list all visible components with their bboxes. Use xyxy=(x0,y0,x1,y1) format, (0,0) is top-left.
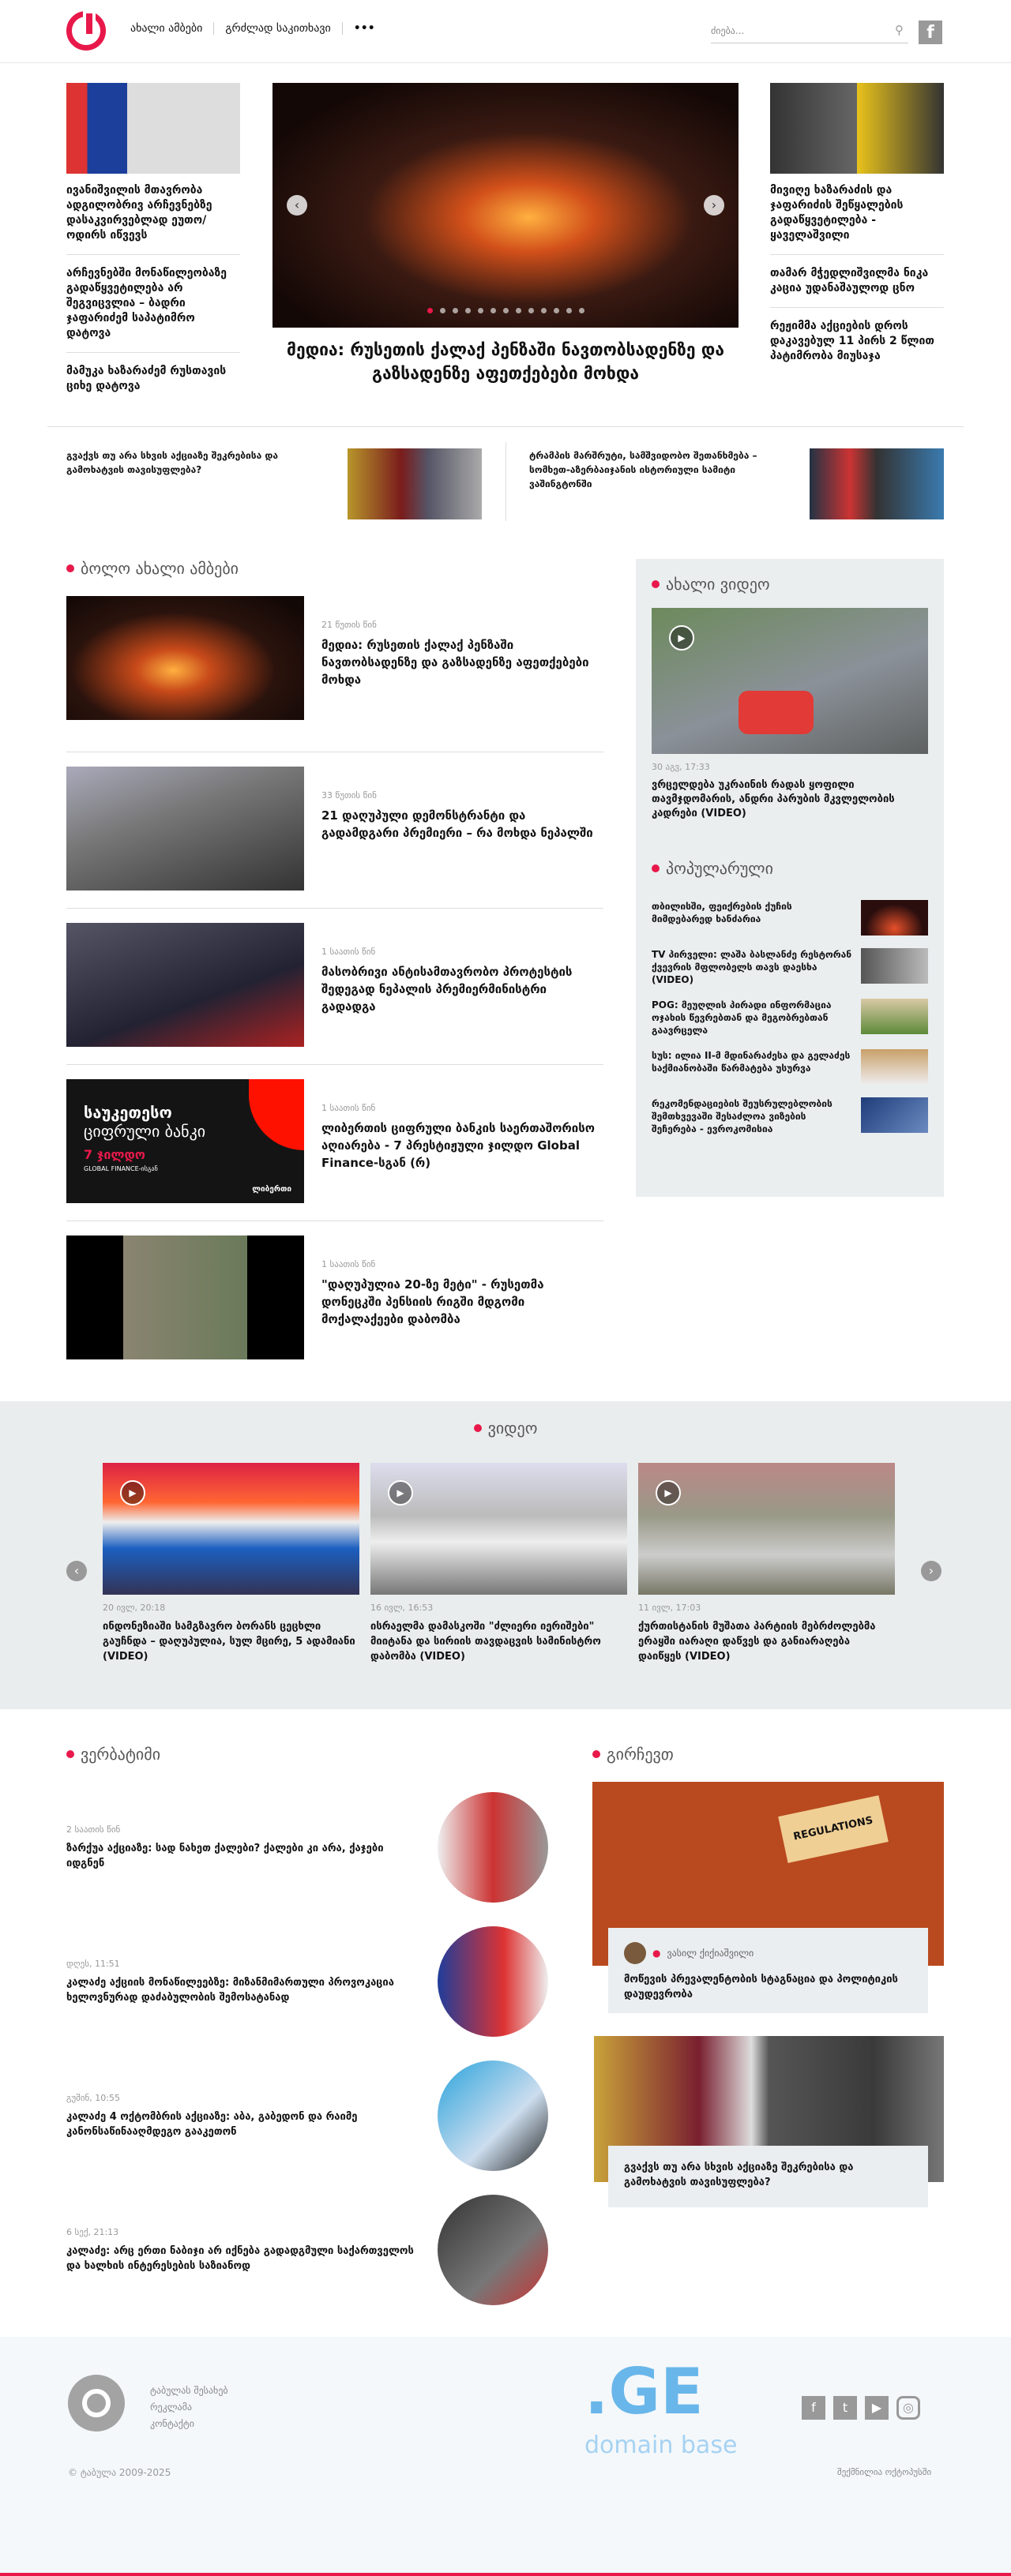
promo-image[interactable] xyxy=(348,448,482,519)
verbatim-list xyxy=(66,1780,548,2317)
nav-longreads[interactable]: გრძლად საკითხავი xyxy=(225,22,331,35)
twitter-icon[interactable]: t xyxy=(833,2396,857,2420)
main-headline[interactable]: მედია: რუსეთის ქალაქ პენზაში ნავთობსადენზე და გაზსადენზე აფეთქებები მოხდა xyxy=(287,340,724,383)
video-item[interactable] xyxy=(103,1463,359,1664)
section-title-picks: გირჩევთ xyxy=(592,1745,674,1764)
popular-thumbnail[interactable] xyxy=(861,900,928,936)
popular-thumbnail[interactable] xyxy=(861,948,928,984)
facebook-icon[interactable]: f xyxy=(802,2396,825,2420)
footer-links xyxy=(150,2383,228,2432)
video-title[interactable]: ქურთისტანის მუშათა პარტიის მებრძოლებმა ერაყში იარაღი დაწვეს და განიარაღება დაიწყეს (VIDEO) xyxy=(638,1621,876,1663)
author-name[interactable]: ვასილ ქიქიაშვილი xyxy=(667,1948,754,1959)
divider xyxy=(342,22,343,35)
video-time: 20 ივლ, 20:18 xyxy=(103,1603,166,1613)
ad-text: 7 ჯილდო xyxy=(84,1147,145,1162)
header xyxy=(0,0,1011,63)
slider-dot[interactable] xyxy=(490,308,496,313)
slider-dot[interactable] xyxy=(528,308,534,313)
popular-title[interactable]: თბილისში, ფეიქრების ქუჩის მიმდებარედ ხანძარია xyxy=(652,901,792,924)
article-time: 1 საათის წინ xyxy=(321,1103,376,1113)
article-title[interactable]: ლიბერთის ციფრული ბანკის საერთაშორისო აღიარება - 7 პრესტიჟული ჯილდო Global Finance-სგან (რ) xyxy=(321,1121,595,1170)
speaker-photo[interactable] xyxy=(438,2195,548,2305)
popular-item[interactable] xyxy=(652,900,928,936)
article-image[interactable] xyxy=(66,83,240,174)
ad-text: ციფრული ბანკი xyxy=(84,1122,206,1141)
verbatim-time: 2 საათის წინ xyxy=(66,1824,121,1835)
promo-image[interactable] xyxy=(810,448,944,519)
verbatim-item[interactable] xyxy=(66,2049,548,2183)
latest-news-list xyxy=(66,596,603,1378)
slider-dot[interactable] xyxy=(566,308,572,313)
divider xyxy=(66,352,240,353)
main-slider[interactable] xyxy=(272,83,739,328)
slider-dot[interactable] xyxy=(427,308,433,313)
article-image[interactable] xyxy=(770,83,944,174)
copyright: © ტაბულა 2009-2025 xyxy=(68,2467,171,2478)
article-title[interactable]: თამარ მჭედლიშვილმა ნიკა კაცია უდანაშაულოდ ცნო xyxy=(770,267,929,294)
video-thumbnail[interactable] xyxy=(652,608,928,754)
article-title[interactable]: რეჟიმმა აქციების დროს დაკავებულ 11 პირს 2 წლით პატიმრობა მიუსაჯა xyxy=(770,320,934,362)
promo-title[interactable]: გვაქვს თუ არა სხვის აქციაზე შეკრებისა და გამოხატვის თავისუფლება? xyxy=(66,450,279,475)
ad-text: GLOBAL FINANCE-ისგან xyxy=(84,1165,158,1172)
play-icon[interactable]: ▶ xyxy=(388,1480,413,1505)
video-list xyxy=(103,1463,908,1664)
section-title-new-video: ახალი ვიდეო xyxy=(652,575,944,594)
article-image[interactable] xyxy=(66,1236,304,1359)
ad-brand: ლიბერთი xyxy=(252,1185,291,1194)
divider xyxy=(66,254,240,255)
footer xyxy=(0,2337,1011,2576)
car-shape xyxy=(739,691,814,734)
nav-news[interactable]: ახალი ამბები xyxy=(130,22,203,35)
slider-dot[interactable] xyxy=(554,308,559,313)
instagram-icon[interactable]: ◎ xyxy=(896,2396,920,2420)
video-next-button[interactable]: › xyxy=(921,1561,941,1581)
verbatim-title[interactable]: კალაძე აქციის მონაწილეებზე: მიზანმიმართული პროვოკაცია ხელოვნურად დაძაბულობის შემოსატანად xyxy=(66,1976,394,2004)
popular-item[interactable] xyxy=(652,1097,928,1135)
video-title[interactable]: ინდონეზიაში სამგზავრო ბორანს ცეცხლი გაუჩნდა – დაღუპულია, სულ მცირე, 5 ადამიანი (VIDEO) xyxy=(103,1621,355,1663)
divider xyxy=(47,426,964,427)
slider-dots xyxy=(272,308,739,313)
slider-dot[interactable] xyxy=(579,308,584,313)
latest-news-item[interactable] xyxy=(66,1221,603,1378)
slider-next-button[interactable]: › xyxy=(704,195,724,216)
video-thumbnail[interactable] xyxy=(638,1463,895,1595)
video-prev-button[interactable]: ‹ xyxy=(66,1561,87,1581)
slider-dot[interactable] xyxy=(478,308,483,313)
pick-card[interactable] xyxy=(608,1928,928,2013)
pick-title[interactable]: გვაქვს თუ არა სხვის აქციაზე შეკრებისა და გამოხატვის თავისუფლება? xyxy=(624,2162,854,2188)
popular-item[interactable] xyxy=(652,1049,928,1085)
divider xyxy=(770,307,944,308)
domain-watermark: .GE xyxy=(584,2355,704,2428)
promo-title[interactable]: ტრამპის მარშრუტი, სამშვიდობო შეთანხმება – სომხეთ-აზერბაიჯანის ისტორიული სამიტი ვაშინგტონში xyxy=(529,450,757,489)
latest-news-item[interactable] xyxy=(66,909,603,1065)
tabula-logo[interactable] xyxy=(66,11,106,51)
pick-card[interactable] xyxy=(608,2146,928,2207)
latest-news-item[interactable] xyxy=(66,752,603,909)
section-title-video: ვიდეო xyxy=(0,1419,1011,1438)
footer-link-contact[interactable]: კონტაქტი xyxy=(150,2418,194,2429)
verbatim-title[interactable]: ზარქუა აქციაზე: სად ნახეთ ქალები? ქალები კი არა, ქაჯები იდგნენ xyxy=(66,1842,384,1869)
play-icon[interactable]: ▶ xyxy=(656,1480,681,1505)
article-image[interactable] xyxy=(66,767,304,891)
latest-news-item[interactable] xyxy=(66,596,603,752)
footer-link-ads[interactable]: რეკლამა xyxy=(150,2402,192,2413)
article-title[interactable]: მამუკა ხაზარაძემ რუსთავის ციხე დატოვა xyxy=(66,365,227,392)
regulations-sign: REGULATIONS xyxy=(778,1795,889,1863)
social-links xyxy=(802,2396,920,2420)
popular-list xyxy=(652,900,928,1135)
popular-item[interactable] xyxy=(652,999,928,1037)
popular-thumbnail[interactable] xyxy=(861,1049,928,1085)
sidebar xyxy=(636,559,944,1197)
video-thumbnail[interactable] xyxy=(370,1463,627,1595)
popular-thumbnail[interactable] xyxy=(861,1097,928,1133)
author-avatar xyxy=(624,1942,646,1964)
video-item[interactable] xyxy=(638,1463,895,1664)
article-image[interactable] xyxy=(66,1079,304,1203)
video-item[interactable] xyxy=(370,1463,627,1664)
article-title[interactable]: ივანიშვილის მთავრობა ადგილობრივ არჩევნებზე დასაკვირვებლად ეუთო/ოდირს იწვევს xyxy=(66,184,212,242)
article-title[interactable]: "დაღუპულია 20-ზე მეტი" - რუსეთმა დონეცკში პენსიის რიგში მდგომი მოქალაქეები დაბომბა xyxy=(321,1277,544,1326)
divider xyxy=(770,254,944,255)
slider-prev-button[interactable]: ‹ xyxy=(287,195,307,216)
verbatim-item[interactable] xyxy=(66,2183,548,2317)
video-section xyxy=(0,1401,1011,1709)
top-right-column xyxy=(770,83,944,364)
divider xyxy=(213,22,214,35)
article-title[interactable]: არჩევნებში მონაწილეობაზე გადაწყვეტილება არ შეგვიცვლია – ბადრი ჯაფარიძემ საპატიმრო დატოვა xyxy=(66,267,227,339)
section-title-popular: პოპულარული xyxy=(652,859,944,878)
footer-link-about[interactable]: ტაბულას შესახებ xyxy=(150,2385,228,2396)
slider-dot[interactable] xyxy=(453,308,458,313)
latest-news-item[interactable] xyxy=(66,1065,603,1221)
slider-dot[interactable] xyxy=(516,308,521,313)
slider-dot[interactable] xyxy=(541,308,547,313)
article-time: 33 წუთის წინ xyxy=(321,790,377,801)
verbatim-title[interactable]: კალაძე 4 ოქტომბრის აქციაზე: აბა, გაბედონ და რაიმე კანონსაწინააღმდეგო გააკეთონ xyxy=(66,2110,358,2138)
more-menu-button[interactable]: ••• xyxy=(353,22,375,35)
speaker-photo[interactable] xyxy=(438,2060,548,2171)
popular-item[interactable] xyxy=(652,948,928,986)
popular-thumbnail[interactable] xyxy=(861,999,928,1034)
popular-title[interactable]: რეკომენდაციების შეუსრულებლობის შემთხვევაში შესაძლოა ვიზების შეჩერება - ევროკომისია xyxy=(652,1098,832,1134)
article-title[interactable]: მასობრივი ანტისამთავრობო პროტესტის შედეგად ნეპალის პრემიერმინისტრი გადადგა xyxy=(321,965,573,1014)
article-time: 1 საათის წინ xyxy=(321,947,376,957)
facebook-icon[interactable]: f xyxy=(919,21,942,44)
verbatim-item[interactable] xyxy=(66,1914,548,2049)
article-title[interactable]: მივიღე ხაზარაძის და ჯაფარიძის შეწყალების გადაწყვეტილება - ყაველაშვილი xyxy=(770,184,904,242)
video-title[interactable]: ვრცელდება უკრაინის რადას ყოფილი თავმჯდომარის, ანდრი პარუბის მკვლელობის კადრები (VIDEO) xyxy=(652,779,895,819)
popular-title[interactable]: TV პირველი: ლაშა ბასლანძე რესტორან ქვევრის მფლობელს თავს დაესხა (VIDEO) xyxy=(652,949,852,985)
article-time: 1 საათის წინ xyxy=(321,1259,376,1269)
popular-title[interactable]: POG: მეუღლის პირადი ინფორმაცია ოჯახის წევრებთან და მეგობრებთან გაავრცელა xyxy=(652,999,832,1036)
verbatim-title[interactable]: კალაძე: არც ერთი ნაბიჯი არ იქნება გადადგმული საქართველოს და ხალხის ინტერესების საზიანოდ xyxy=(66,2244,414,2272)
pick-title[interactable]: მოწევის პრევალენტობის სტაგნაცია და პოლიტიკის დაუდევრობა xyxy=(624,1974,898,2000)
video-time: 16 ივლ, 16:53 xyxy=(370,1603,434,1613)
ad-text: საუკეთესო xyxy=(84,1103,172,1122)
search-icon[interactable]: ⚲ xyxy=(895,23,904,37)
slider-dot[interactable] xyxy=(503,308,509,313)
video-thumbnail[interactable] xyxy=(103,1463,359,1595)
top-left-column xyxy=(66,83,240,394)
article-time: 21 წუთის წინ xyxy=(321,620,377,630)
credit[interactable]: შექმნილია ოქტოპუსში xyxy=(837,2467,932,2477)
search-input[interactable] xyxy=(711,20,908,43)
verbatim-item[interactable] xyxy=(66,1780,548,1914)
verbatim-time: გუშინ, 10:55 xyxy=(66,2092,120,2103)
verbatim-time: 6 სექ, 21:13 xyxy=(66,2226,119,2237)
video-time: 11 ივლ, 17:03 xyxy=(638,1603,701,1613)
video-title[interactable]: ისრაელმა დამასკოში "ძლიერი იერიშები" მიიტანა და სირიის თავდაცვის სამინისტრო დაბომბა (VIDEO) xyxy=(370,1621,601,1663)
article-title[interactable]: მედია: რუსეთის ქალაქ პენზაში ნავთობსადენზე და გაზსადენზე აფეთქებები მოხდა xyxy=(321,638,589,687)
footer-logo[interactable] xyxy=(68,2375,125,2432)
play-icon[interactable]: ▶ xyxy=(120,1480,145,1505)
domain-watermark-text: domain base xyxy=(584,2432,738,2459)
speaker-photo[interactable] xyxy=(438,1926,548,2037)
slider-dot[interactable] xyxy=(465,308,471,313)
main-nav xyxy=(130,22,375,35)
section-title-verbatim: ვერბატიმი xyxy=(66,1745,160,1764)
search-placeholder: ძიება... xyxy=(711,25,745,36)
youtube-icon[interactable]: ▶ xyxy=(865,2396,889,2420)
article-image[interactable] xyxy=(66,923,304,1047)
bullet-icon: ● xyxy=(652,1948,661,1959)
speaker-photo[interactable] xyxy=(438,1792,548,1903)
article-image[interactable] xyxy=(66,596,304,720)
play-icon[interactable]: ▶ xyxy=(669,625,694,651)
video-time: 30 აგვ, 17:33 xyxy=(652,762,710,772)
verbatim-time: დღეს, 11:51 xyxy=(66,1958,120,1969)
slider-dot[interactable] xyxy=(440,308,445,313)
section-title-latest: ბოლო ახალი ამბები xyxy=(66,559,239,578)
article-title[interactable]: 21 დაღუპული დემონსტრანტი და გადამდგარი პრემიერი – რა მოხდა ნეპალში xyxy=(321,808,593,840)
popular-title[interactable]: სუს: ილია II-მ მდინარაძესა და გელაძეს საქმიანობაში წარმატება უსურვა xyxy=(652,1050,851,1074)
